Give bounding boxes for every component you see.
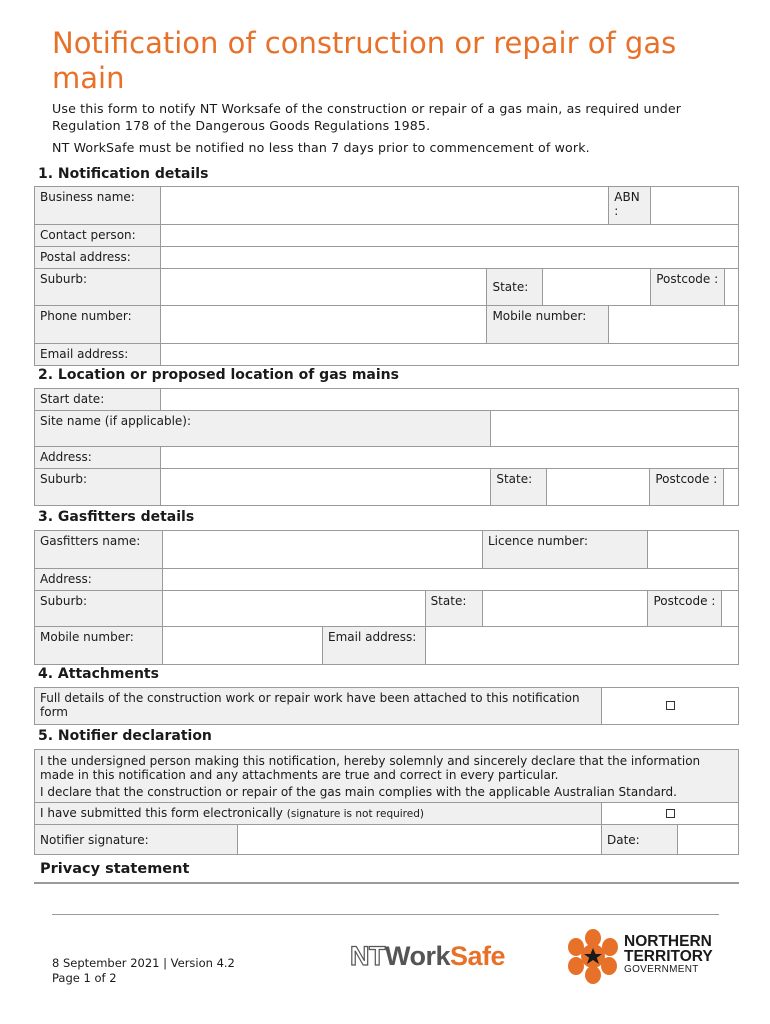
location-state-field[interactable] [547, 469, 650, 506]
gasfitter-state-field[interactable] [483, 591, 648, 627]
gasfitter-mobile-label: Mobile number: [35, 627, 163, 665]
mobile-field[interactable] [609, 306, 739, 344]
location-suburb-field[interactable] [161, 469, 491, 506]
phone-label: Phone number: [35, 306, 161, 344]
postcode-label: Postcode : [651, 269, 725, 306]
attachments-checkbox[interactable] [666, 701, 675, 710]
licence-label: Licence number: [483, 531, 648, 569]
gasfitter-name-label: Gasfitters name: [35, 531, 163, 569]
section-4-heading: 4. Attachments [38, 666, 159, 682]
nt-worksafe-logo [350, 940, 512, 972]
contact-person-field[interactable] [161, 225, 739, 247]
attachments-table [34, 687, 739, 725]
privacy-divider [34, 882, 739, 884]
declaration-text [35, 750, 739, 803]
location-table [34, 388, 739, 506]
location-state-label: State: [491, 469, 547, 506]
location-address-label: Address: [35, 447, 161, 469]
nt-worksafe-logo-safe: Safe [450, 941, 506, 971]
attachments-statement: Full details of the construction work or repair work have been attached to this notification form [35, 688, 602, 725]
ntg-wordmark-line-1: NORTHERN [624, 933, 712, 950]
location-postcode-field[interactable] [724, 469, 739, 506]
signature-field[interactable] [238, 825, 602, 855]
date-label: Date: [602, 825, 678, 855]
ntg-wordmark-line-2: TERRITORY [624, 948, 713, 965]
gasfitter-mobile-field[interactable] [163, 627, 323, 665]
attachments-checkbox-cell[interactable] [602, 688, 739, 725]
electronic-checkbox[interactable] [666, 809, 675, 818]
nt-worksafe-logo-nt: NT [350, 941, 385, 971]
intro-paragraph: Use this form to notify NT Worksafe of the construction or repair of a gas main, as required under Regulation 178 of the Dangerous Goods Regulations 1985. [52, 101, 682, 133]
signature-label: Notifier signature: [35, 825, 238, 855]
gasfitter-email-label: Email address: [323, 627, 426, 665]
nt-government-wordmark [624, 934, 713, 976]
state-field[interactable] [543, 269, 651, 306]
email-field[interactable] [161, 344, 739, 366]
section-2-heading: 2. Location or proposed location of gas mains [38, 367, 399, 383]
gasfitter-name-field[interactable] [163, 531, 483, 569]
location-suburb-label: Suburb: [35, 469, 161, 506]
postal-address-field[interactable] [161, 247, 739, 269]
gasfitter-address-label: Address: [35, 569, 163, 591]
footer-page-number: Page 1 of 2 [52, 971, 117, 985]
privacy-heading: Privacy statement [40, 861, 190, 877]
footer-version: 8 September 2021 | Version 4.2 [52, 956, 235, 970]
page-title: Notification of construction or repair of gas main [52, 26, 677, 95]
electronic-submission-label [35, 803, 602, 825]
gasfitter-state-label: State: [425, 591, 482, 627]
licence-field[interactable] [648, 531, 739, 569]
section-5-heading: 5. Notifier declaration [38, 728, 212, 744]
notification-details-table [34, 186, 739, 366]
business-name-label: Business name: [35, 187, 161, 225]
start-date-field[interactable] [161, 389, 739, 411]
footer-divider [52, 914, 719, 915]
electronic-submission-text: I have submitted this form electronically [40, 806, 283, 820]
postcode-field[interactable] [725, 269, 739, 306]
location-postcode-label: Postcode : [650, 469, 724, 506]
gasfitter-postcode-field[interactable] [722, 591, 739, 627]
gasfitter-postcode-label: Postcode : [648, 591, 722, 627]
footer-info [52, 956, 235, 986]
gasfitter-suburb-field[interactable] [163, 591, 426, 627]
suburb-label: Suburb: [35, 269, 161, 306]
gasfitters-table [34, 530, 739, 665]
gasfitter-address-field[interactable] [163, 569, 739, 591]
nt-government-emblem-icon [565, 928, 621, 984]
start-date-label: Start date: [35, 389, 161, 411]
location-address-field[interactable] [161, 447, 739, 469]
abn-field[interactable] [651, 187, 739, 225]
declaration-statement-1: I the undersigned person making this notification, hereby solemnly and sincerely declare that the information made in this notification and any attachments are true and correct in every particular. [40, 754, 701, 782]
state-label: State: [487, 269, 543, 306]
gasfitter-suburb-label: Suburb: [35, 591, 163, 627]
postal-address-label: Postal address: [35, 247, 161, 269]
section-1-heading: 1. Notification details [38, 166, 209, 182]
site-name-field[interactable] [491, 411, 739, 447]
business-name-field[interactable] [161, 187, 609, 225]
section-3-heading: 3. Gasfitters details [38, 509, 195, 525]
contact-person-label: Contact person: [35, 225, 161, 247]
electronic-checkbox-cell[interactable] [602, 803, 739, 825]
declaration-table [34, 749, 739, 855]
gasfitter-email-field[interactable] [425, 627, 738, 665]
nt-worksafe-logo-work: Work [385, 941, 451, 971]
declaration-statement-2: I declare that the construction or repair of the gas main complies with the applicable Australian Standard. [40, 785, 677, 799]
mobile-label: Mobile number: [487, 306, 609, 344]
email-label: Email address: [35, 344, 161, 366]
suburb-field[interactable] [161, 269, 487, 306]
date-field[interactable] [678, 825, 739, 855]
abn-label: ABN : [609, 187, 651, 225]
phone-field[interactable] [161, 306, 487, 344]
intro-notice: NT WorkSafe must be notified no less than 7 days prior to commencement of work. [52, 140, 590, 155]
electronic-submission-note: (signature is not required) [286, 808, 424, 820]
site-name-label: Site name (if applicable): [35, 411, 491, 447]
ntg-wordmark-line-3: GOVERNMENT [624, 964, 699, 975]
